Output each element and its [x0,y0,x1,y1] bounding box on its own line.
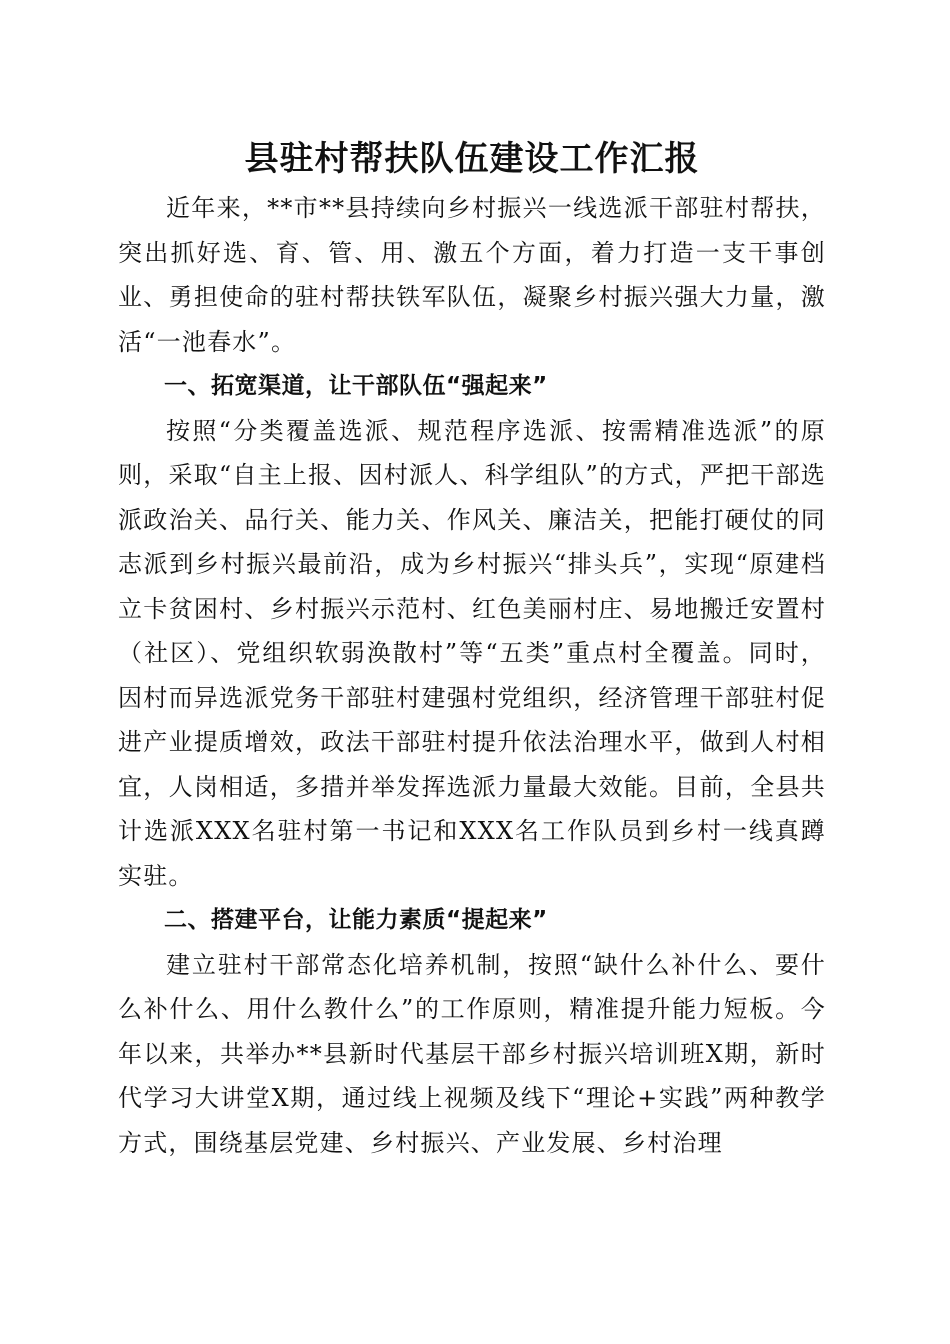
document-title: 县驻村帮扶队伍建设工作汇报 [244,139,700,179]
document-page [118,134,826,1165]
section-2-body: 建立驻村干部常态化培养机制，按照“缺什么补什么、要什么补什么、用什么教什么”的工作原则，精准提升能力短板。今年以来，共举办**县新时代基层干部乡村振兴培训班X期，新时代学习大讲堂X期，通过线上视频及线下“理论+实践”两种教学方式，围绕基层党建、乡村振兴、产业发展、乡村治理 [118,950,826,1157]
section-1-body: 按照“分类覆盖选派、规范程序选派、按需精准选派”的原则，采取“自主上报、因村派人、科学组队”的方式，严把干部选派政治关、品行关、能力关、作风关、廉洁关，把能打硬仗的同志派到乡村振兴最前沿，成为乡村振兴“排头兵”，实现“原建档立卡贫困村、乡村振兴示范村、红色美丽村庄、易地搬迁安置村（社区）、党组织软弱涣散村”等“五类”重点村全覆盖。同时，因村而异选派党务干部驻村建强村党组织，经济管理干部驻村促进产业提质增效，政法干部驻村提升依法治理水平，做到人村相宜，人岗相适，多措并举发挥选派力量最大效能。目前，全县共计选派XXX名驻村第一书记和XXX名工作队员到乡村一线真蹲实驻。 [118,416,826,890]
section-2-heading: 二、搭建平台，让能力素质“提起来” [164,907,548,933]
section-1-heading: 一、拓宽渠道，让干部队伍“强起来” [164,373,548,399]
intro-paragraph: 近年来，**市**县持续向乡村振兴一线选派干部驻村帮扶，突出抓好选、育、管、用、激五个方面，着力打造一支干事创业、勇担使命的驻村帮扶铁军队伍，凝聚乡村振兴强大力量，激活“一池春水”。 [118,194,826,356]
